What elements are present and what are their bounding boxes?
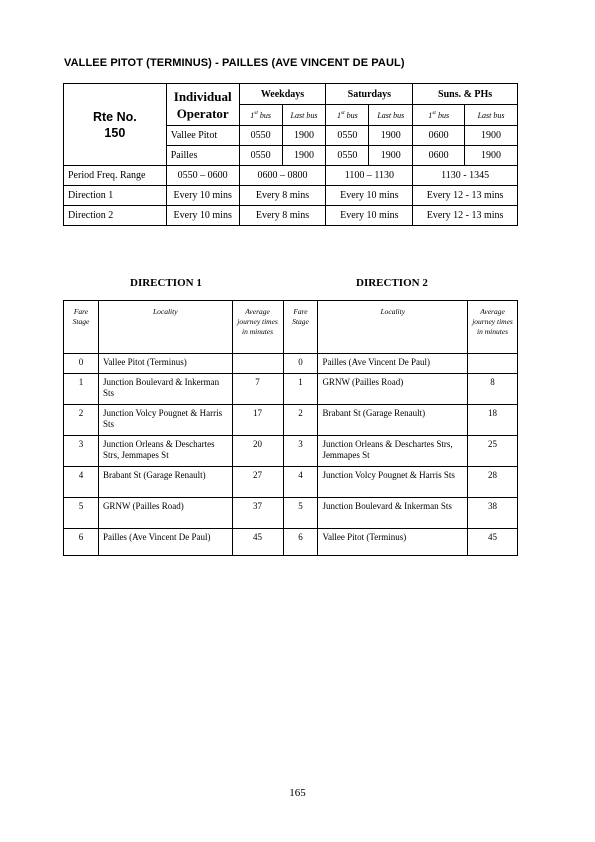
time-cell: 0550 — [239, 126, 282, 146]
avg-time-value: 25 — [468, 436, 518, 467]
fare-stage-value: 6 — [283, 529, 318, 556]
time-cell: 1900 — [465, 126, 518, 146]
operator-name: Vallee Pitot — [166, 126, 239, 146]
last-bus-header: Last bus — [465, 105, 518, 126]
direction-row — [64, 206, 518, 226]
fare-stage-value: 4 — [283, 467, 318, 498]
fare-stage-value: 5 — [64, 498, 99, 529]
time-cell: 1900 — [282, 126, 326, 146]
locality-value: Vallee Pitot (Terminus) — [318, 529, 468, 556]
locality-value: Junction Volcy Pougnet & Harris Sts — [318, 467, 468, 498]
fare-stage-header: Fare Stage — [283, 301, 318, 354]
avg-time-value — [468, 354, 518, 374]
frequency-value: Every 8 mins — [239, 206, 326, 226]
fare-stage-row — [64, 354, 518, 374]
time-cell: 0600 — [413, 126, 465, 146]
frequency-value: Every 10 mins — [166, 206, 239, 226]
frequency-value: Every 12 - 13 mins — [413, 206, 518, 226]
fare-stage-row — [64, 405, 518, 436]
avg-time-value — [232, 354, 283, 374]
avg-time-value: 38 — [468, 498, 518, 529]
route-number-cell — [64, 84, 167, 166]
fare-stage-row — [64, 498, 518, 529]
direction-1-heading: DIRECTION 1 — [130, 277, 202, 289]
fare-stage-value: 0 — [64, 354, 99, 374]
direction-row — [64, 186, 518, 206]
time-cell: 1900 — [369, 126, 413, 146]
period-value: 0600 – 0800 — [239, 166, 326, 186]
period-value: 1130 - 1345 — [413, 166, 518, 186]
time-cell: 1900 — [282, 146, 326, 166]
period-value: 0550 – 0600 — [166, 166, 239, 186]
time-cell: 1900 — [369, 146, 413, 166]
fare-stage-row — [64, 529, 518, 556]
locality-value: Junction Boulevard & Inkerman Sts — [98, 374, 232, 405]
route-timetable — [63, 83, 518, 226]
first-bus-header: 1st bus — [326, 105, 369, 126]
fare-stage-value: 3 — [64, 436, 99, 467]
sundays-header: Suns. & PHs — [413, 84, 518, 105]
saturdays-header: Saturdays — [326, 84, 413, 105]
operator-header: Individual Operator — [166, 84, 239, 126]
locality-value: Junction Orleans & Deschartes Strs, Jemmapes St — [318, 436, 468, 467]
period-value: 1100 – 1130 — [326, 166, 413, 186]
operator-name: Pailles — [166, 146, 239, 166]
avg-time-value: 7 — [232, 374, 283, 405]
route-number: 150 — [104, 125, 126, 140]
time-cell: 0550 — [239, 146, 282, 166]
fare-stage-value: 1 — [64, 374, 99, 405]
frequency-value: Every 12 - 13 mins — [413, 186, 518, 206]
frequency-value: Every 10 mins — [326, 206, 413, 226]
avg-time-value: 17 — [232, 405, 283, 436]
fare-stage-value: 3 — [283, 436, 318, 467]
route-label: Rte No. — [92, 109, 137, 124]
fare-stage-value: 2 — [64, 405, 99, 436]
fare-stage-value: 2 — [283, 405, 318, 436]
avg-time-value: 18 — [468, 405, 518, 436]
direction-label: Direction 2 — [64, 206, 167, 226]
first-bus-header: 1st bus — [239, 105, 282, 126]
weekdays-header: Weekdays — [239, 84, 326, 105]
locality-header: Locality — [318, 301, 468, 354]
avg-time-value: 37 — [232, 498, 283, 529]
page-title: VALLEE PITOT (TERMINUS) - PAILLES (AVE VINCENT DE PAUL) — [64, 57, 405, 69]
fare-stage-header: Fare Stage — [64, 301, 99, 354]
time-cell: 0550 — [326, 146, 369, 166]
fare-stage-header-row — [64, 301, 518, 354]
time-cell: 0550 — [326, 126, 369, 146]
locality-value: Vallee Pitot (Terminus) — [98, 354, 232, 374]
time-cell: 0600 — [413, 146, 465, 166]
frequency-value: Every 10 mins — [326, 186, 413, 206]
fare-stage-value: 1 — [283, 374, 318, 405]
avg-time-value: 45 — [468, 529, 518, 556]
locality-value: Pailles (Ave Vincent De Paul) — [318, 354, 468, 374]
first-bus-header: 1st bus — [413, 105, 465, 126]
fare-stage-row — [64, 467, 518, 498]
fare-stage-table — [63, 300, 518, 556]
fare-stage-value: 4 — [64, 467, 99, 498]
avg-time-value: 20 — [232, 436, 283, 467]
fare-stage-value: 6 — [64, 529, 99, 556]
avg-time-value: 45 — [232, 529, 283, 556]
avg-time-header: Average journey times in minutes — [232, 301, 283, 354]
locality-value: Pailles (Ave Vincent De Paul) — [98, 529, 232, 556]
avg-time-value: 28 — [468, 467, 518, 498]
page-number: 165 — [289, 787, 306, 799]
frequency-value: Every 10 mins — [166, 186, 239, 206]
period-row — [64, 166, 518, 186]
locality-value: GRNW (Pailles Road) — [318, 374, 468, 405]
fare-stage-row — [64, 374, 518, 405]
locality-value: Brabant St (Garage Renault) — [98, 467, 232, 498]
direction-label: Direction 1 — [64, 186, 167, 206]
frequency-value: Every 8 mins — [239, 186, 326, 206]
locality-value: Junction Orleans & Deschartes Strs, Jemmapes St — [98, 436, 232, 467]
fare-stage-value: 0 — [283, 354, 318, 374]
last-bus-header: Last bus — [369, 105, 413, 126]
fare-stage-row — [64, 436, 518, 467]
direction-2-heading: DIRECTION 2 — [356, 277, 428, 289]
locality-value: Junction Boulevard & Inkerman Sts — [318, 498, 468, 529]
avg-time-value: 8 — [468, 374, 518, 405]
locality-value: Junction Volcy Pougnet & Harris Sts — [98, 405, 232, 436]
last-bus-header: Last bus — [282, 105, 326, 126]
time-cell: 1900 — [465, 146, 518, 166]
period-label: Period Freq. Range — [64, 166, 167, 186]
fare-stage-value: 5 — [283, 498, 318, 529]
avg-time-value: 27 — [232, 467, 283, 498]
locality-value: Brabant St (Garage Renault) — [318, 405, 468, 436]
avg-time-header: Average journey times in minutes — [468, 301, 518, 354]
locality-value: GRNW (Pailles Road) — [98, 498, 232, 529]
locality-header: Locality — [98, 301, 232, 354]
